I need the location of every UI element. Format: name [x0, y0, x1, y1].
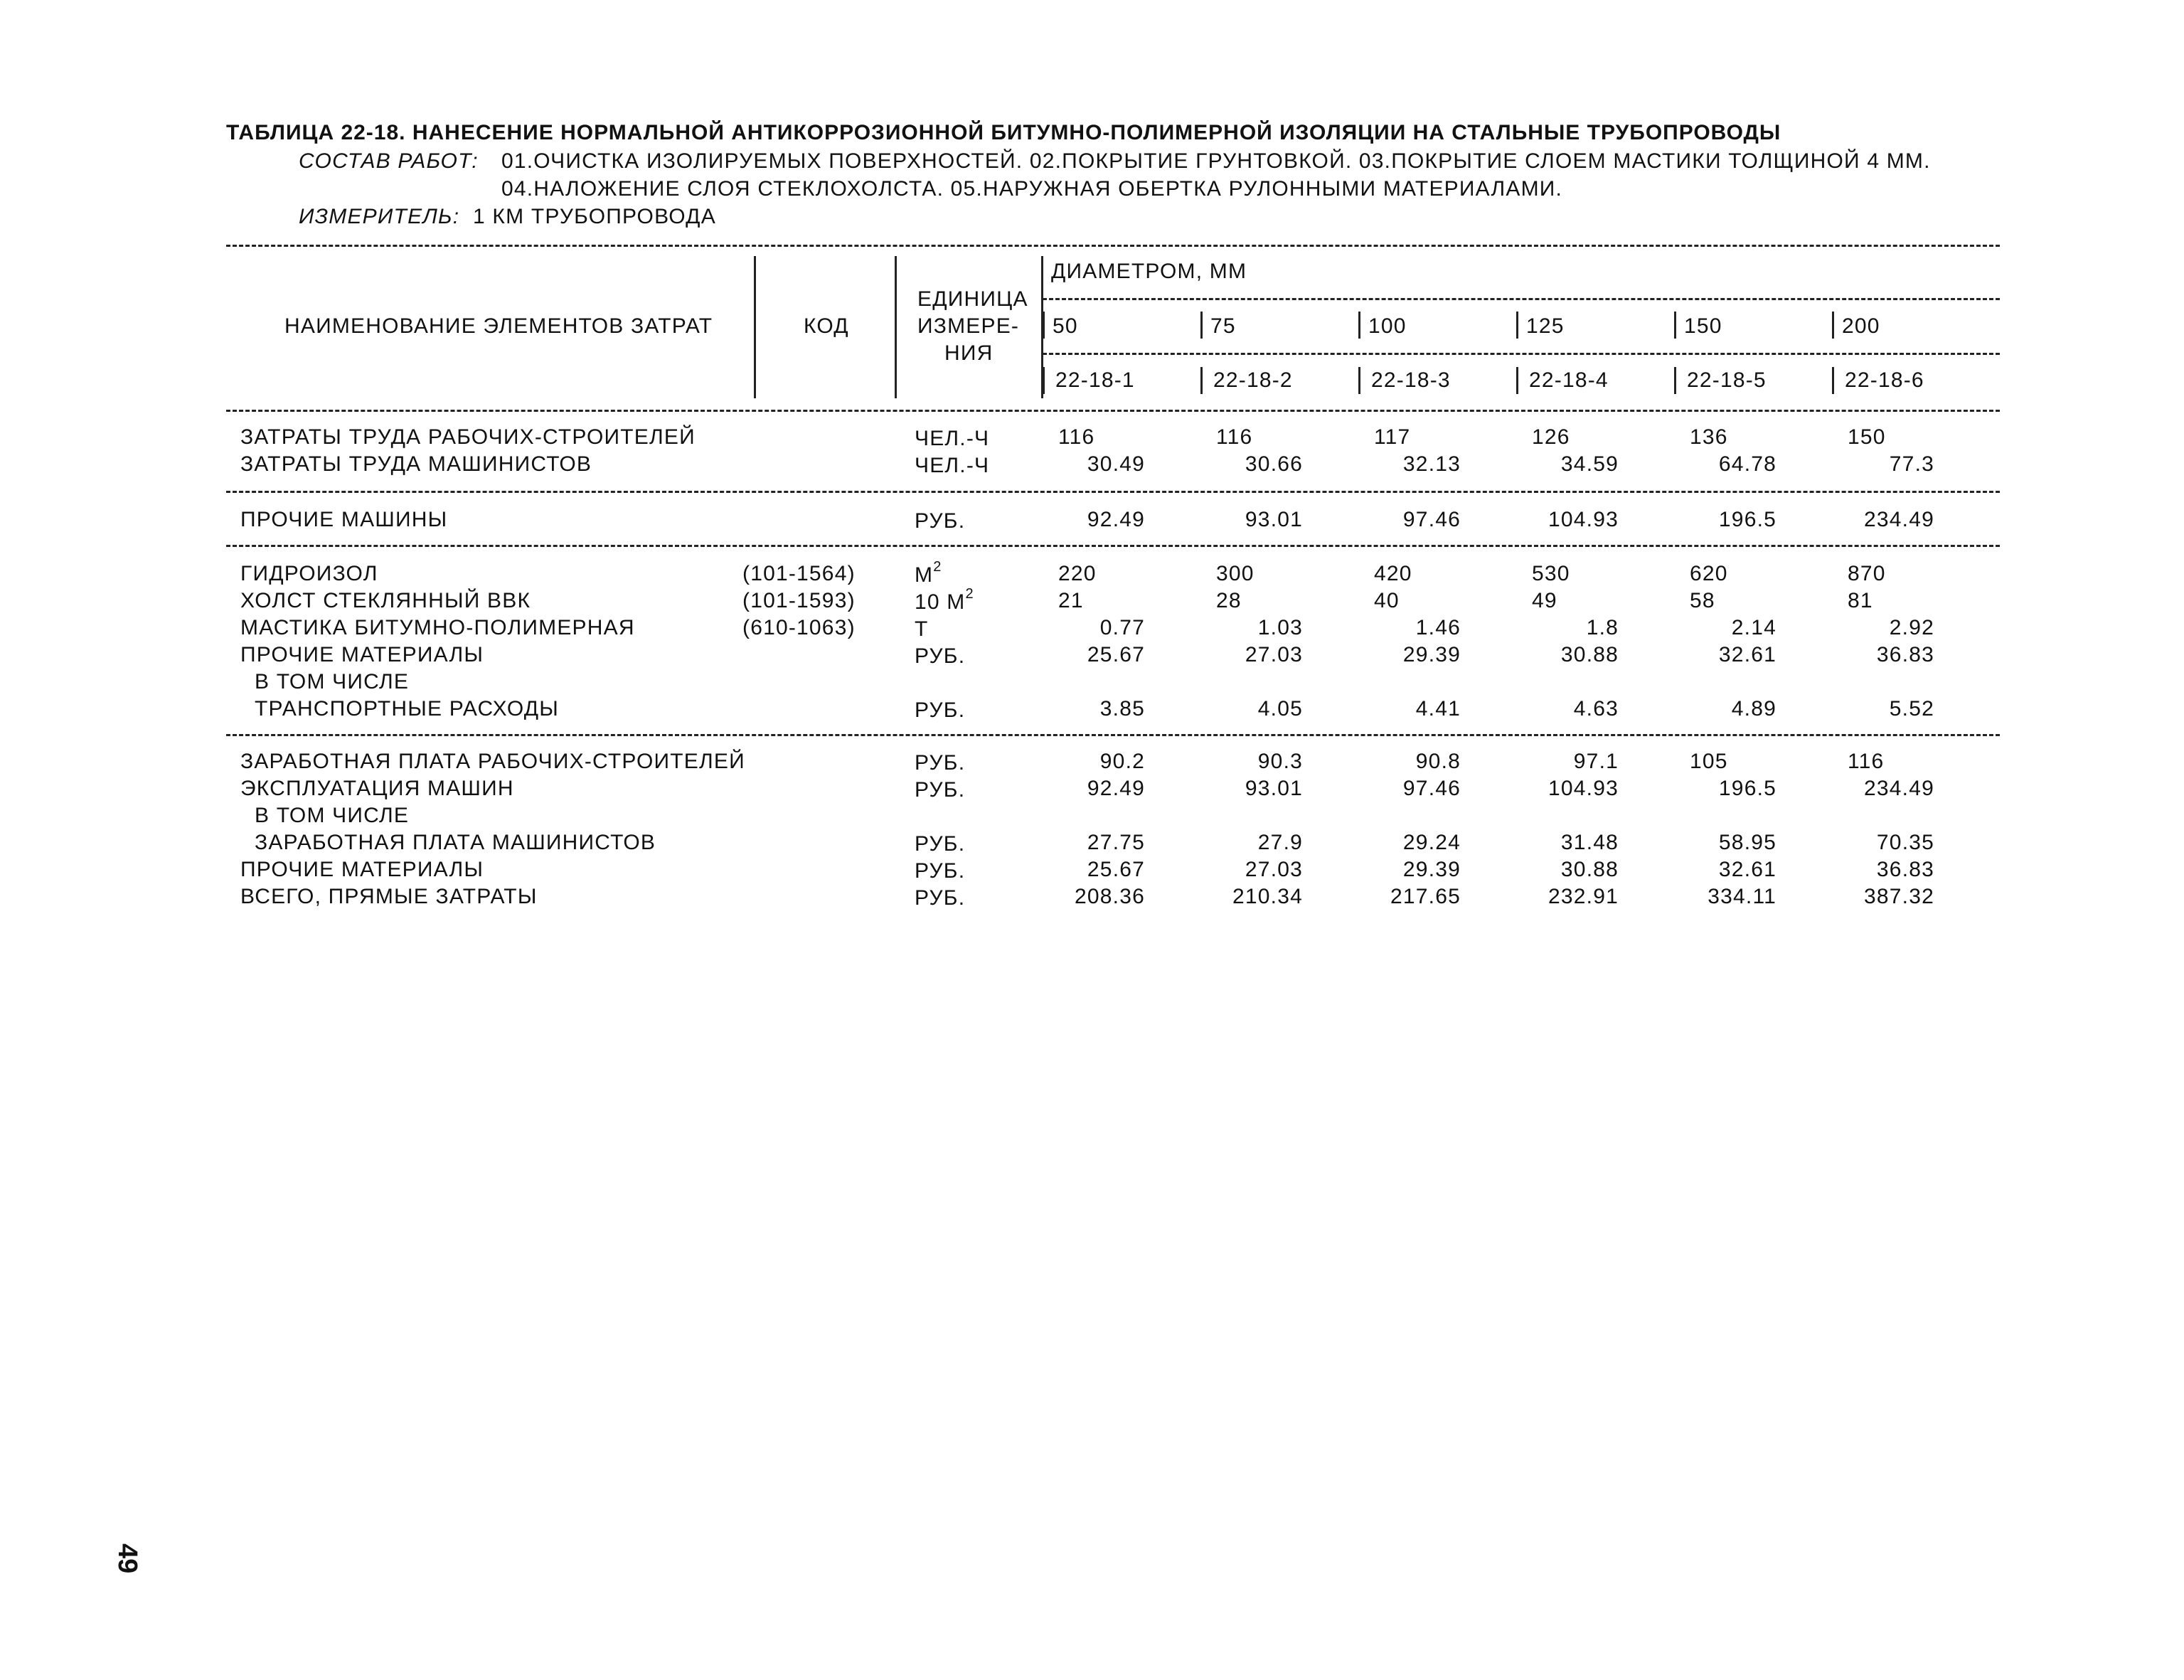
header-divider-unit: [895, 256, 897, 398]
row-value: 58.95: [1718, 831, 1777, 854]
row-value: 97.46: [1402, 508, 1461, 531]
row-unit: [915, 858, 965, 883]
row-name: ГИДРОИЗОЛ: [240, 562, 378, 585]
row-value: 334.11: [1708, 885, 1777, 908]
diameter-divider: [1200, 312, 1203, 339]
row-value: 217.65: [1390, 885, 1461, 908]
row-unit-text: ЧЕЛ.-Ч: [915, 427, 990, 450]
row-value: 234.49: [1864, 777, 1934, 800]
row-name: ЭКСПЛУАТАЦИЯ МАШИН: [240, 777, 514, 800]
works-line-1: 01.ОЧИСТКА ИЗОЛИРУЕМЫХ ПОВЕРХНОСТЕЙ. 02.ПОКРЫТИЕ ГРУНТОВКОЙ. 03.ПОКРЫТИЕ СЛОЕМ МАСТИКИ ТОЛЩИНОЙ 4 ММ.: [501, 149, 1931, 173]
row-name: ВСЕГО, ПРЯМЫЕ ЗАТРАТЫ: [240, 885, 538, 908]
row-value: 2.14: [1731, 616, 1777, 639]
row-value: 93.01: [1245, 777, 1303, 800]
row-value: 30.49: [1087, 452, 1145, 476]
row-unit-text: РУБ.: [915, 886, 966, 910]
header-code: КОД: [804, 314, 849, 338]
row-value: 234.49: [1864, 508, 1934, 531]
row-unit: [915, 616, 929, 642]
diameter-divider: [1043, 312, 1045, 339]
row-unit-text: М: [915, 563, 934, 587]
row-value: 117: [1374, 425, 1411, 449]
row-value: 870: [1848, 562, 1886, 585]
code-divider: [1832, 367, 1834, 394]
row-value: 25.67: [1087, 643, 1145, 666]
row-value: 0.77: [1099, 616, 1145, 639]
section-rule-3: [226, 734, 2000, 736]
row-code: (101-1593): [742, 589, 856, 612]
row-value: 150: [1848, 425, 1886, 449]
row-value: 116: [1848, 750, 1885, 773]
row-value: 27.75: [1087, 831, 1145, 854]
row-name: ТРАНСПОРТНЫЕ РАСХОДЫ: [255, 697, 560, 721]
row-value: 116: [1058, 425, 1095, 449]
header-diameter: ДИАМЕТРОМ, ММ: [1051, 260, 1247, 283]
row-value: 90.8: [1415, 750, 1461, 773]
row-name: МАСТИКА БИТУМНО-ПОЛИМЕРНАЯ: [240, 616, 635, 639]
header-diameter-value: 150: [1684, 314, 1722, 338]
row-unit-text: РУБ.: [915, 832, 966, 856]
row-unit: [915, 777, 965, 802]
row-value: 208.36: [1075, 885, 1145, 908]
row-value: 300: [1216, 562, 1255, 585]
header-top-rule: [226, 245, 2000, 247]
diameter-divider: [1832, 312, 1834, 339]
header-code-value: 22-18-1: [1055, 368, 1135, 392]
row-value: 90.3: [1257, 750, 1303, 773]
row-value: 232.91: [1548, 885, 1619, 908]
row-value: 97.1: [1573, 750, 1619, 773]
row-value: 4.41: [1415, 697, 1461, 721]
works-label: СОСТАВ РАБОТ:: [299, 149, 479, 173]
row-unit: [915, 831, 965, 856]
row-unit: [915, 508, 965, 533]
row-value: 36.83: [1876, 858, 1934, 881]
row-value: 196.5: [1718, 508, 1777, 531]
code-divider: [1358, 367, 1360, 394]
row-value: 1.46: [1415, 616, 1461, 639]
row-value: 220: [1058, 562, 1097, 585]
row-name: ПРОЧИЕ МАТЕРИАЛЫ: [240, 643, 484, 666]
header-rule-diameter: [1043, 298, 2000, 300]
header-code-value: 22-18-4: [1529, 368, 1609, 392]
row-value: 70.35: [1876, 831, 1934, 854]
header-diameter-value: 100: [1368, 314, 1407, 338]
row-unit: [915, 750, 965, 775]
row-value: 30.88: [1560, 858, 1619, 881]
row-value: 36.83: [1876, 643, 1934, 666]
row-unit-text: РУБ.: [915, 698, 966, 722]
row-unit-text: РУБ.: [915, 859, 966, 883]
table-title: ТАБЛИЦА 22-18. НАНЕСЕНИЕ НОРМАЛЬНОЙ АНТИКОРРОЗИОННОЙ БИТУМНО-ПОЛИМЕРНОЙ ИЗОЛЯЦИИ НА СТАЛЬНЫЕ ТРУБОПРОВОДЫ: [226, 121, 1781, 144]
header-diameter-value: 125: [1526, 314, 1565, 338]
row-value: 97.46: [1402, 777, 1461, 800]
row-value: 49: [1532, 589, 1557, 612]
header-code-value: 22-18-5: [1687, 368, 1767, 392]
row-name: В ТОМ ЧИСЛЕ: [255, 804, 410, 827]
section-rule-2: [226, 545, 2000, 547]
row-name: ПРОЧИЕ МАШИНЫ: [240, 508, 448, 531]
header-bottom-rule: [226, 410, 2000, 412]
row-value: 64.78: [1718, 452, 1777, 476]
row-value: 1.8: [1586, 616, 1619, 639]
row-value: 126: [1532, 425, 1570, 449]
row-name: ЗАТРАТЫ ТРУДА РАБОЧИХ-СТРОИТЕЛЕЙ: [240, 425, 696, 449]
row-value: 31.48: [1560, 831, 1619, 854]
header-rule-codes: [1043, 353, 2000, 355]
row-value: 92.49: [1087, 508, 1145, 531]
row-unit-superscript: 2: [965, 586, 974, 602]
row-value: 40: [1374, 589, 1400, 612]
row-value: 104.93: [1548, 777, 1619, 800]
row-value: 93.01: [1245, 508, 1303, 531]
row-value: 21: [1058, 589, 1084, 612]
row-value: 387.32: [1864, 885, 1934, 908]
row-value: 27.03: [1245, 643, 1303, 666]
row-value: 104.93: [1548, 508, 1619, 531]
row-value: 32.61: [1718, 858, 1777, 881]
row-code: (610-1063): [742, 616, 856, 639]
header-diameter-value: 200: [1842, 314, 1880, 338]
header-unit-3: НИЯ: [944, 341, 994, 365]
code-divider: [1200, 367, 1203, 394]
row-value: 27.9: [1257, 831, 1303, 854]
row-name: ЗАРАБОТНАЯ ПЛАТА МАШИНИСТОВ: [255, 831, 656, 854]
row-value: 4.89: [1731, 697, 1777, 721]
header-code-value: 22-18-3: [1371, 368, 1451, 392]
header-diameter-value: 50: [1053, 314, 1078, 338]
row-value: 136: [1690, 425, 1728, 449]
header-code-value: 22-18-2: [1213, 368, 1293, 392]
row-value: 32.13: [1402, 452, 1461, 476]
row-unit-text: РУБ.: [915, 778, 966, 802]
row-unit-text: РУБ.: [915, 751, 966, 775]
row-unit: [915, 697, 965, 723]
row-value: 27.03: [1245, 858, 1303, 881]
header-code-value: 22-18-6: [1845, 368, 1924, 392]
row-unit: [915, 586, 974, 615]
diameter-divider: [1674, 312, 1676, 339]
section-rule-1: [226, 491, 2000, 493]
row-unit-superscript: 2: [933, 559, 942, 575]
row-value: 105: [1690, 750, 1728, 773]
measure-value: 1 КМ ТРУБОПРОВОДА: [473, 205, 716, 228]
row-unit-text: РУБ.: [915, 644, 966, 668]
row-code: (101-1564): [742, 562, 856, 585]
measure-label: ИЗМЕРИТЕЛЬ:: [299, 205, 460, 228]
row-value: 210.34: [1232, 885, 1303, 908]
row-name: ПРОЧИЕ МАТЕРИАЛЫ: [240, 858, 484, 881]
row-value: 34.59: [1560, 452, 1619, 476]
row-value: 30.88: [1560, 643, 1619, 666]
row-name: ЗАРАБОТНАЯ ПЛАТА РАБОЧИХ-СТРОИТЕЛЕЙ: [240, 750, 745, 773]
row-unit-text: РУБ.: [915, 509, 966, 533]
row-value: 90.2: [1099, 750, 1145, 773]
header-unit-1: ЕДИНИЦА: [917, 287, 1028, 311]
row-unit-text: ЧЕЛ.-Ч: [915, 454, 990, 477]
row-value: 530: [1532, 562, 1570, 585]
diameter-divider: [1358, 312, 1360, 339]
row-value: 29.39: [1402, 858, 1461, 881]
row-unit-text: Т: [915, 617, 929, 641]
row-value: 29.24: [1402, 831, 1461, 854]
row-value: 30.66: [1245, 452, 1303, 476]
row-name: ХОЛСТ СТЕКЛЯННЫЙ ВВК: [240, 589, 531, 612]
row-value: 92.49: [1087, 777, 1145, 800]
code-divider: [1516, 367, 1518, 394]
row-unit: [915, 643, 965, 669]
row-value: 2.92: [1889, 616, 1934, 639]
row-name: В ТОМ ЧИСЛЕ: [255, 670, 410, 693]
row-value: 29.39: [1402, 643, 1461, 666]
row-value: 77.3: [1889, 452, 1934, 476]
diameter-divider: [1516, 312, 1518, 339]
header-diameter-value: 75: [1210, 314, 1236, 338]
header-unit-2: ИЗМЕРЕ-: [917, 314, 1020, 338]
row-unit: [915, 425, 989, 451]
row-value: 3.85: [1099, 697, 1145, 721]
row-value: 28: [1216, 589, 1242, 612]
row-unit: [915, 559, 942, 588]
row-value: 4.63: [1573, 697, 1619, 721]
code-divider: [1043, 367, 1045, 394]
header-divider-code: [754, 256, 756, 398]
row-value: 81: [1848, 589, 1873, 612]
row-value: 1.03: [1257, 616, 1303, 639]
row-unit-text: 10 М: [915, 590, 966, 614]
row-value: 32.61: [1718, 643, 1777, 666]
row-value: 420: [1374, 562, 1412, 585]
row-unit: [915, 452, 989, 478]
code-divider: [1674, 367, 1676, 394]
row-unit: [915, 885, 965, 910]
row-value: 58: [1690, 589, 1715, 612]
row-value: 116: [1216, 425, 1253, 449]
row-value: 5.52: [1889, 697, 1934, 721]
row-value: 196.5: [1718, 777, 1777, 800]
page-number: 49: [112, 1543, 142, 1574]
row-value: 25.67: [1087, 858, 1145, 881]
row-value: 620: [1690, 562, 1728, 585]
row-name: ЗАТРАТЫ ТРУДА МАШИНИСТОВ: [240, 452, 592, 476]
works-line-2: 04.НАЛОЖЕНИЕ СЛОЯ СТЕКЛОХОЛСТА. 05.НАРУЖНАЯ ОБЕРТКА РУЛОННЫМИ МАТЕРИАЛАМИ.: [501, 177, 1563, 201]
row-value: 4.05: [1257, 697, 1303, 721]
header-name: НАИМЕНОВАНИЕ ЭЛЕМЕНТОВ ЗАТРАТ: [284, 314, 713, 338]
